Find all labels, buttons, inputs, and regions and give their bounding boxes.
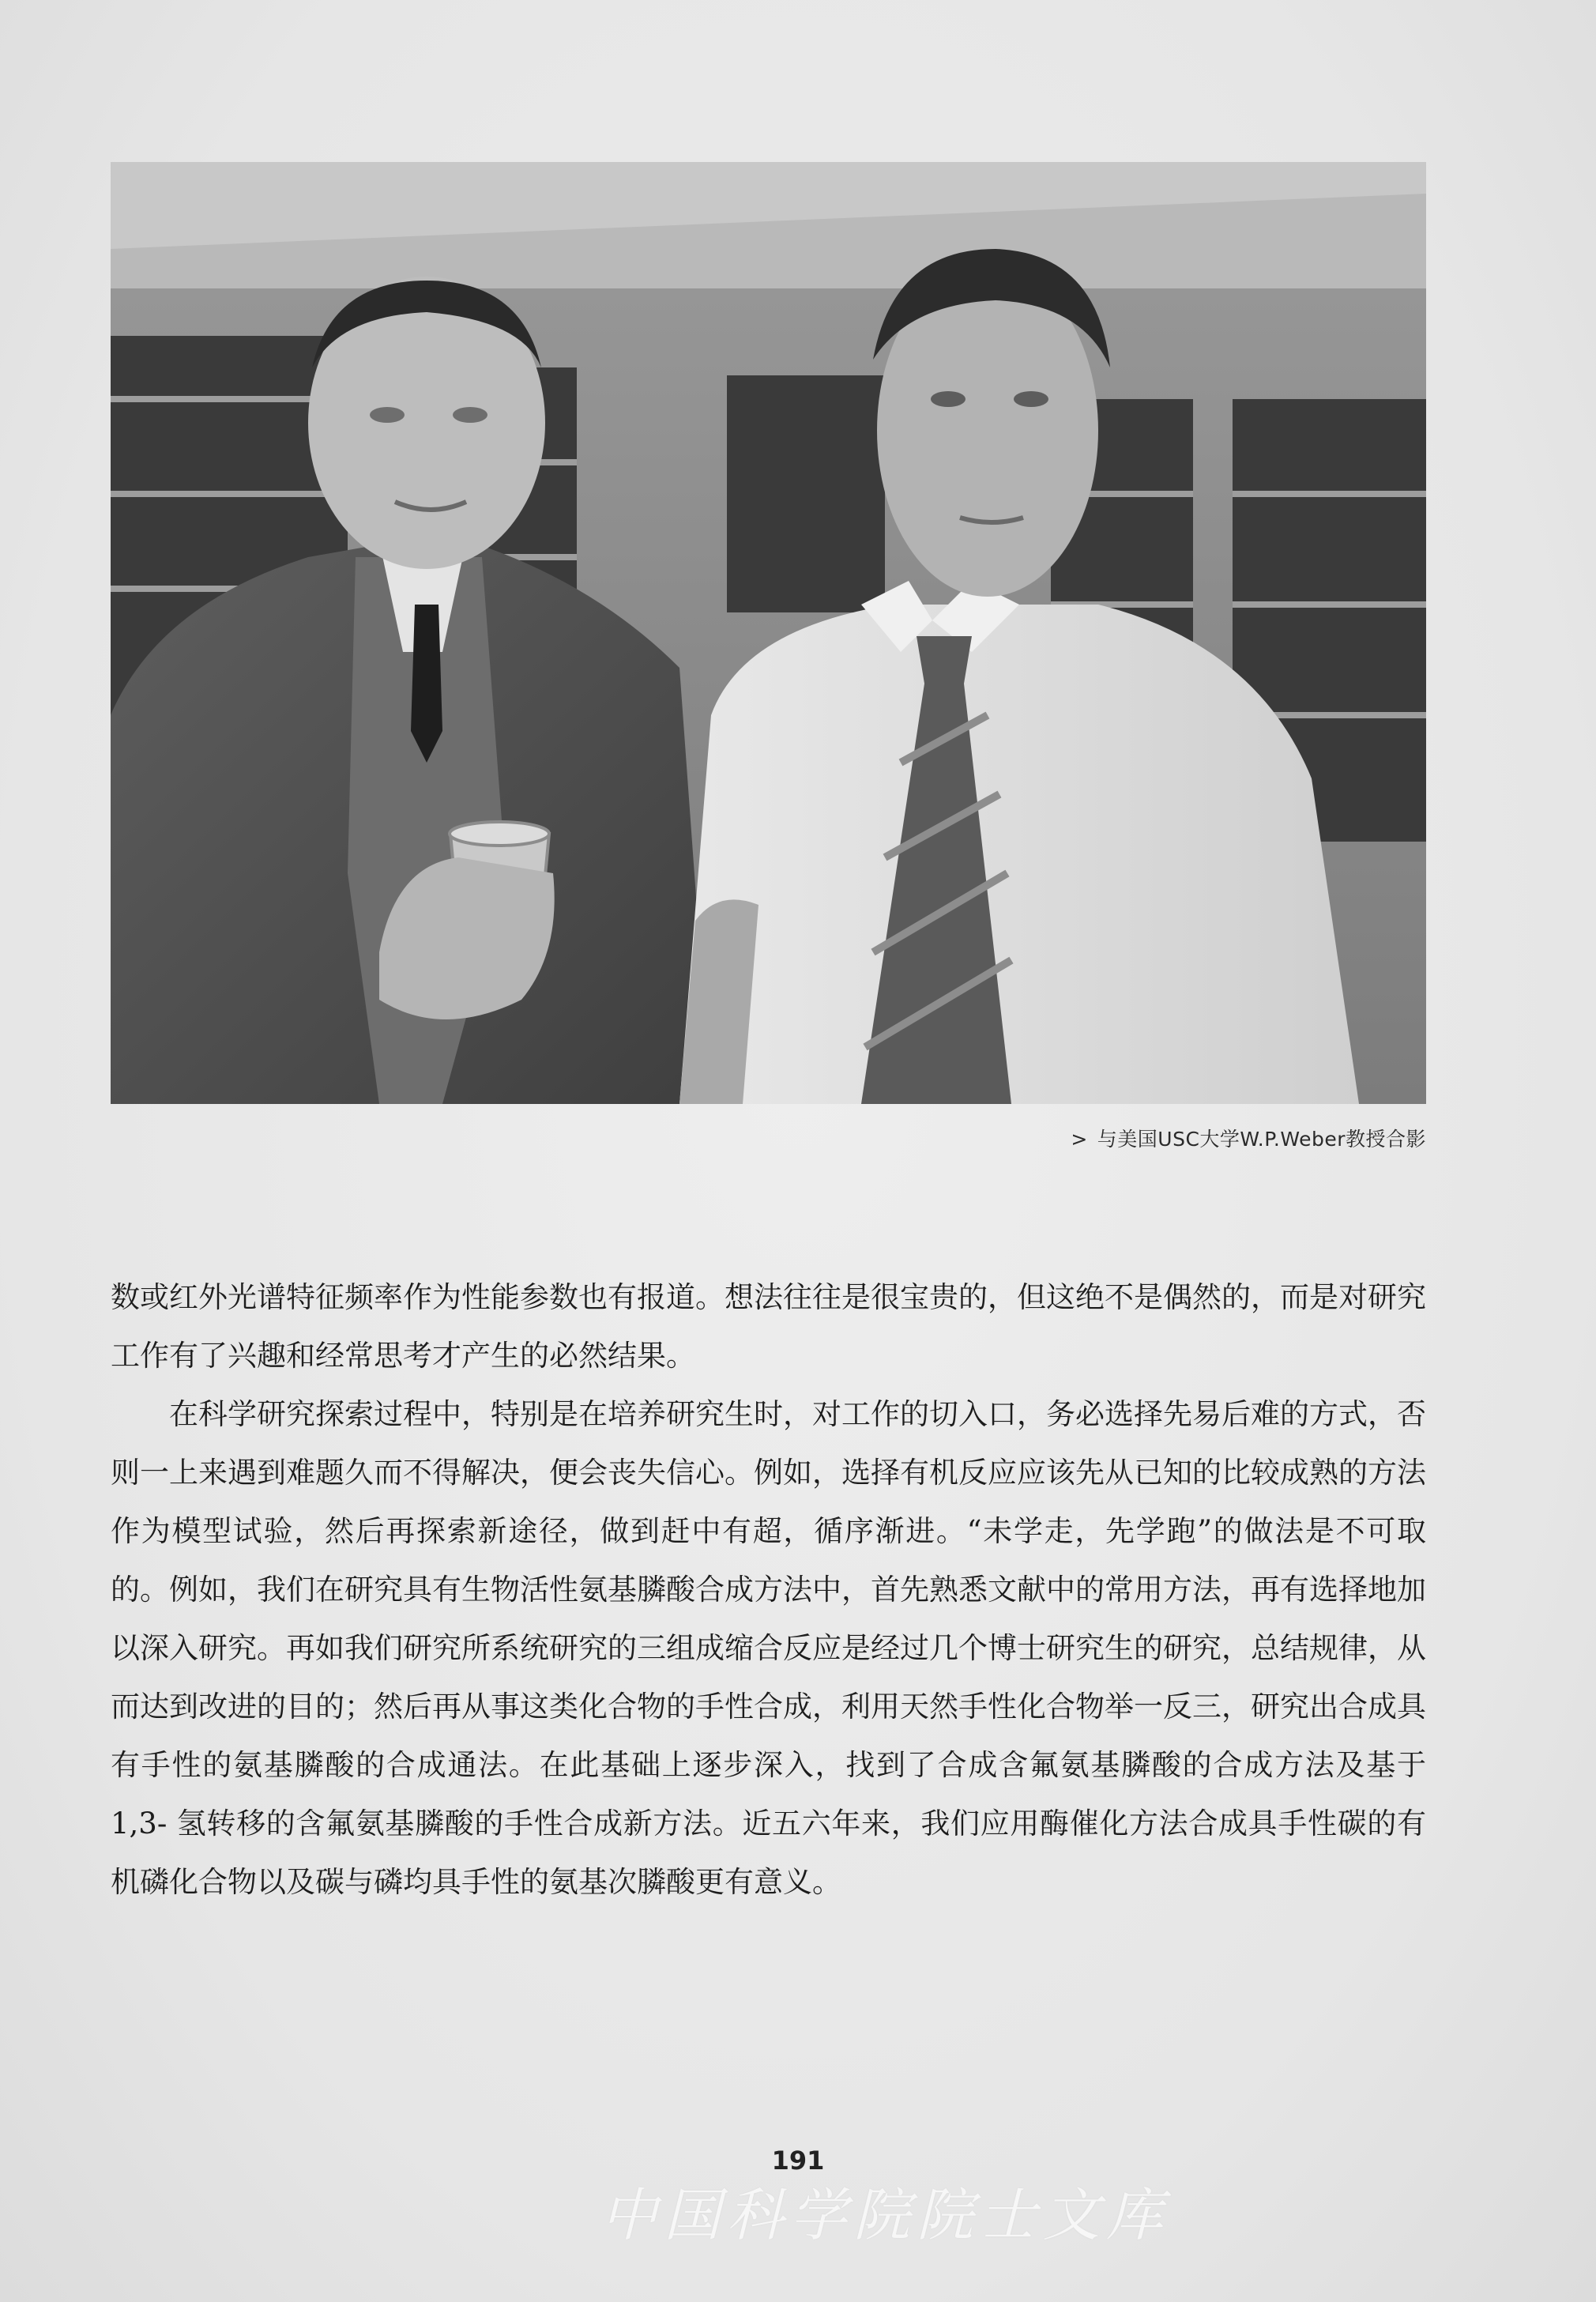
caption-text: 与美国USC大学W.P.Weber教授合影 [1097,1128,1426,1151]
page-number: 191 [771,2146,825,2176]
photo-illustration [111,162,1426,1104]
photo-caption [1071,1124,1426,1152]
body-text [111,1268,1426,1912]
watermark: 中国科学院院士文库 [600,2182,1170,2248]
caption-arrow: > [1071,1128,1088,1151]
photograph [111,162,1426,1104]
paragraph-1: 数或红外光谱特征频率作为性能参数也有报道。想法往往是很宝贵的，但这绝不是偶然的，而是对研究工作有了兴趣和经常思考才产生的必然结果。 [111,1280,1426,1373]
paragraph-2: 在科学研究探索过程中，特别是在培养研究生时，对工作的切入口，务必选择先易后难的方式，否则一上来遇到难题久而不得解决，便会丧失信心。例如，选择有机反应应该先从已知的比较成熟的方法作为模型试验，然后再探索新途径，做到赶中有超，循序渐进。“未学走，先学跑”的做法是不可取的。例如，我们在研究具有生物活性氨基膦酸合成方法中，首先熟悉文献中的常用方法，再有选择地加以深入研究。再如我们研究所系统研究的三组成缩合反应是经过几个博士研究生的研究，总结规律，从而达到改进的目的；然后再从事这类化合物的手性合成，利用天然手性化合物举一反三，研究出合成具有手性的氨基膦酸的合成通法。在此基础上逐步深入，找到了合成含氟氨基膦酸的合成方法及基于 1,3- 氢转移的含氟氨基膦酸的手性合成新方法。近五六年来，我们应用酶催化方法合成具手性碳的有机磷化合物以及碳与磷均具手性的氨基次膦酸更有意义。 [111,1397,1426,1899]
